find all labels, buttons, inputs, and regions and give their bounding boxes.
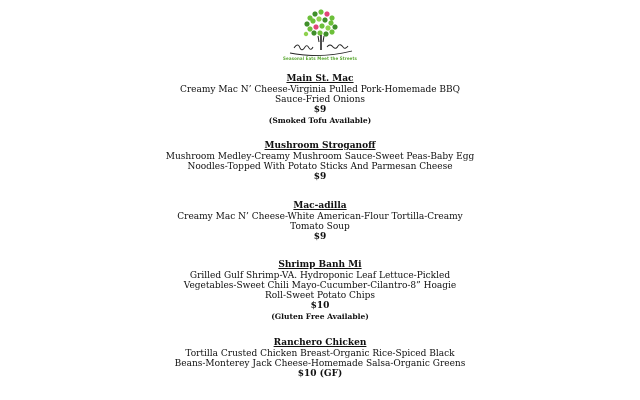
item-price: $9 — [313, 232, 327, 242]
item-description-line: Sauce-Fried Onions — [275, 95, 365, 105]
item-description-line: Noodles-Topped With Potato Sticks And Parmesan Cheese — [187, 162, 453, 172]
item-description-line: Grilled Gulf Shrimp-VA. Hydroponic Leaf Lettuce-Pickled — [189, 271, 451, 281]
item-price: $9 — [313, 105, 327, 115]
menu-item-mushroom-stroganoff — [0, 141, 640, 183]
menu-item-ranchero-chicken — [0, 338, 640, 380]
menu-item-shrimp-banh-mi — [0, 260, 640, 322]
item-description-line: Tortilla Crusted Chicken Breast-Organic Rice-Spiced Black — [185, 349, 455, 359]
item-description-line: Mushroom Medley-Creamy Mushroom Sauce-Sweet Peas-Baby Egg — [165, 152, 475, 162]
item-price: $9 — [313, 172, 327, 182]
item-price: $10 (GF) — [297, 369, 343, 379]
tagline: Seasonal Eats Meet the Streets — [283, 56, 357, 61]
item-name: Ranchero Chicken — [273, 338, 367, 348]
item-description-line: Beans-Monterey Jack Cheese-Homemade Salsa-Organic Greens — [174, 359, 466, 369]
item-note: (Smoked Tofu Available) — [268, 116, 372, 125]
item-name: Mac-adilla — [293, 201, 347, 211]
item-note: (Gluten Free Available) — [271, 312, 369, 321]
menu-item-main-st-mac — [0, 74, 640, 126]
item-description-line: Tomato Soup — [290, 222, 350, 232]
item-description-line: Creamy Mac N’ Cheese-Virginia Pulled Pork-Homemade BBQ — [179, 85, 461, 95]
tree-logo-icon — [272, 8, 368, 58]
item-name: Main St. Mac — [286, 74, 354, 84]
item-description-line: Creamy Mac N’ Cheese-White American-Flour Tortilla-Creamy — [177, 212, 463, 222]
item-name: Shrimp Banh Mi — [278, 260, 362, 270]
menu-item-mac-adilla — [0, 201, 640, 243]
item-name: Mushroom Stroganoff — [264, 141, 376, 151]
item-price: $10 — [310, 301, 330, 311]
item-description-line: Roll-Sweet Potato Chips — [265, 291, 375, 301]
item-description-line: Vegetables-Sweet Chili Mayo-Cucumber-Cilantro-8” Hoagie — [183, 281, 457, 291]
